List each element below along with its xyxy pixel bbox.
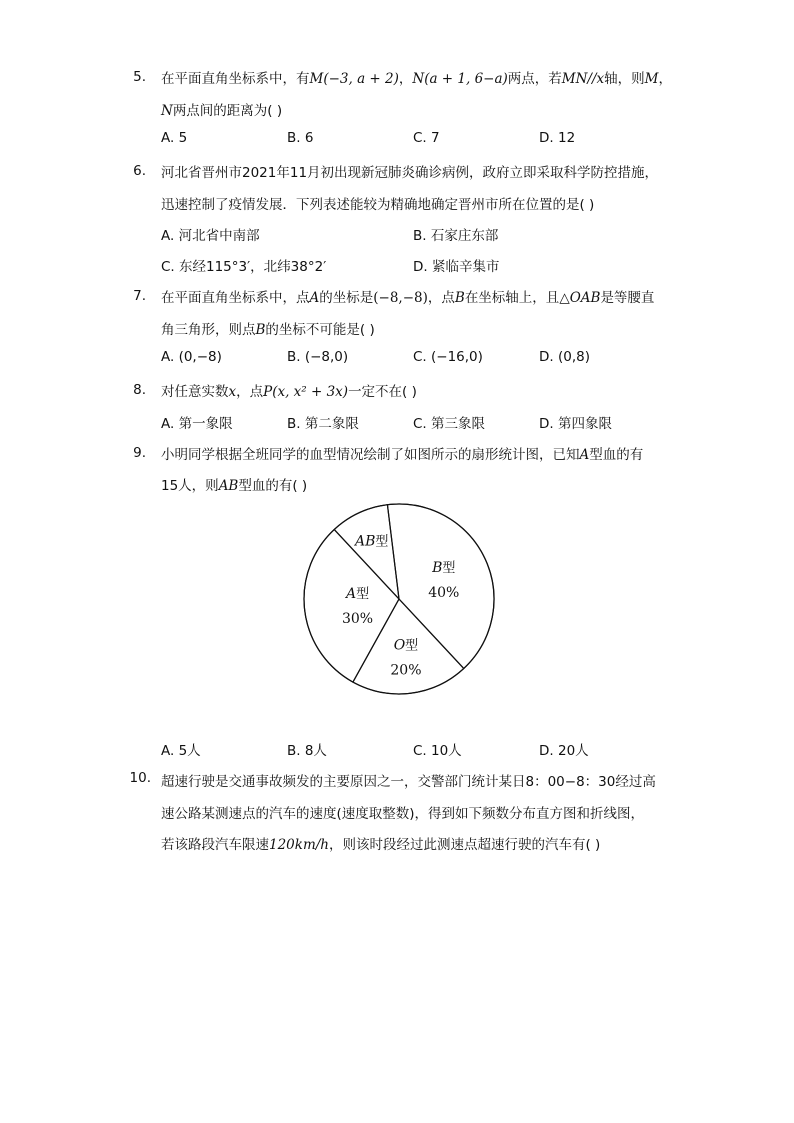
question-number: 10. [129, 770, 151, 786]
option-d[interactable]: D. (0,8) [539, 349, 590, 365]
option-b[interactable]: B. 第二象限 [287, 416, 359, 432]
option-a[interactable]: A. 河北省中南部 [161, 228, 260, 244]
pie-percent-a: 30% [341, 611, 374, 628]
pie-label-ab: AB型 [354, 533, 389, 550]
option-c[interactable]: C. 东经115°3′，北纬38°2′ [161, 259, 327, 275]
option-b[interactable]: B. 6 [287, 130, 314, 146]
option-a[interactable]: A. 5 [161, 130, 188, 146]
question-text-line: 角三角形，则点B的坐标不可能是( ) [161, 322, 375, 338]
question-number: 9. [133, 445, 146, 461]
question-text-line: 15人，则AB型血的有( ) [161, 478, 308, 494]
question-number: 7. [133, 288, 146, 304]
question-text-line: 若该路段汽车限速120km/h，则该时段经过此测速点超速行驶的汽车有( ) [161, 837, 601, 853]
option-b[interactable]: B. (−8,0) [287, 349, 349, 365]
question-text-line: 对任意实数x，点P(x, x² + 3x)一定不在( ) [161, 384, 417, 400]
option-b[interactable]: B. 石家庄东部 [413, 228, 499, 244]
pie-percent-b: 40% [428, 585, 460, 602]
question-text-line: 超速行驶是交通事故频发的主要原因之一，交警部门统计某日8：00−8：30经过高 [161, 774, 656, 790]
question-text-line: 小明同学根据全班同学的血型情况绘制了如图所示的扇形统计图，已知A型血的有 [161, 447, 644, 463]
blood-type-pie-chart [294, 494, 504, 704]
option-c[interactable]: C. 第三象限 [413, 416, 486, 432]
option-a[interactable]: A. 5人 [161, 743, 201, 759]
question-number: 5. [133, 69, 146, 85]
option-c[interactable]: C. 10人 [413, 743, 462, 759]
option-c[interactable]: C. 7 [413, 130, 440, 146]
option-d[interactable]: D. 20人 [539, 743, 589, 759]
question-text-line: N两点间的距离为( ) [161, 103, 283, 119]
question-text-line: 在平面直角坐标系中，点A的坐标是(−8,−8)，点B在坐标轴上，且△OAB是等腰直 [161, 290, 655, 306]
question-number: 8. [133, 382, 146, 398]
option-c[interactable]: C. (−16,0) [413, 349, 483, 365]
question-text-line: 速公路某测速点的汽车的速度(速度取整数)，得到如下频数分布直方图和折线图， [161, 806, 645, 822]
pie-label-b: B型 [432, 560, 456, 577]
option-d[interactable]: D. 紧临辛集市 [413, 259, 500, 275]
option-d[interactable]: D. 第四象限 [539, 416, 612, 432]
option-b[interactable]: B. 8人 [287, 743, 327, 759]
question-text-line: 迅速控制了疫情发展．下列表述能较为精确地确定晋州市所在位置的是( ) [161, 197, 595, 213]
pie-label-o: O型 [393, 637, 419, 654]
option-a[interactable]: A. (0,−8) [161, 349, 222, 365]
pie-label-a: A型 [345, 586, 370, 603]
pie-percent-o: 20% [390, 662, 422, 679]
question-text-line: 河北省晋州市2021年11月初出现新冠肺炎确诊病例，政府立即采取科学防控措施， [161, 165, 659, 181]
question-text-line: 在平面直角坐标系中，有M(−3, a + 2)，N(a + 1, 6−a)两点，若MN//x轴，则M， [161, 71, 672, 87]
option-d[interactable]: D. 12 [539, 130, 576, 146]
question-number: 6. [133, 163, 146, 179]
option-a[interactable]: A. 第一象限 [161, 416, 233, 432]
